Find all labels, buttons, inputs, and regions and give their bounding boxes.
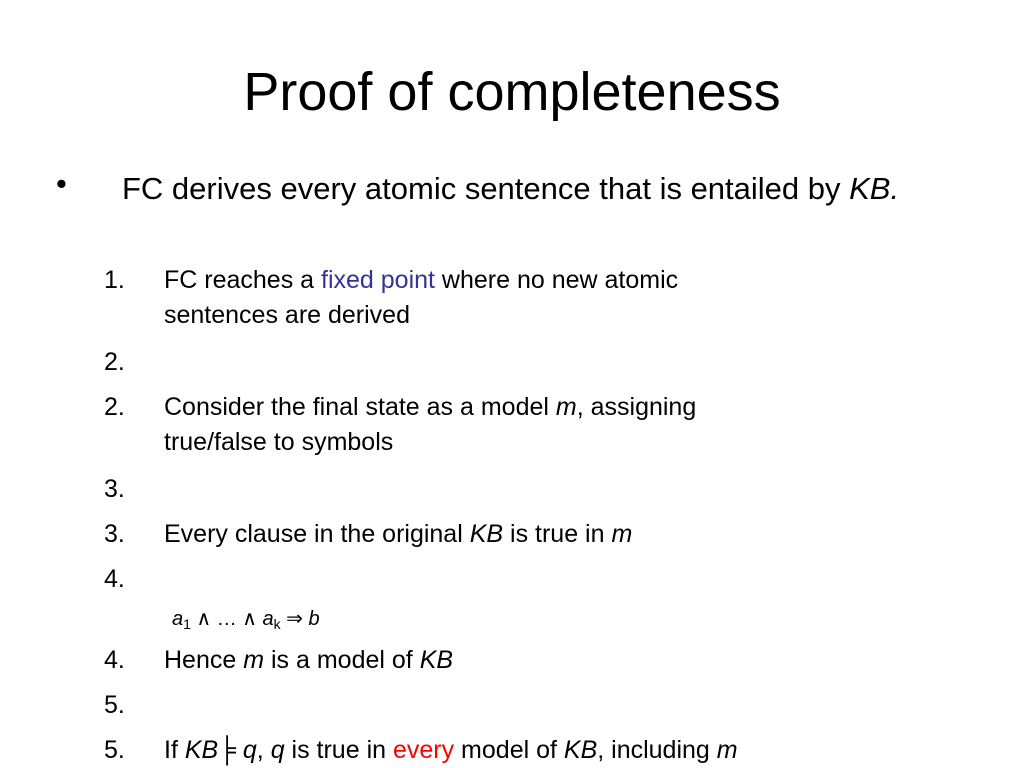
bullet-icon: • xyxy=(56,166,67,201)
text-fragment: is true in xyxy=(503,520,612,548)
formula-var: b xyxy=(308,608,320,630)
implies-symbol: ⇒ xyxy=(280,608,309,630)
query-q: q xyxy=(270,736,285,764)
list-number: 3. xyxy=(104,475,125,503)
list-number: 2. xyxy=(104,348,125,376)
text-fragment: , xyxy=(256,736,271,764)
kb-symbol: KB xyxy=(563,736,598,764)
list-text xyxy=(164,643,904,678)
slide-title: Proof of completeness xyxy=(243,62,781,122)
text-fragment: , including xyxy=(597,736,717,764)
text-fragment: model of xyxy=(454,736,564,764)
main-point-kb: KB. xyxy=(849,171,900,206)
formula-var: a xyxy=(262,608,274,630)
list-number: 4. xyxy=(104,646,125,674)
list-number: 1. xyxy=(104,266,125,294)
list-number: 4. xyxy=(104,565,125,593)
list-text xyxy=(164,517,904,552)
ellipsis: … xyxy=(216,608,243,630)
list-text xyxy=(164,390,904,460)
text-fragment: sentences are derived xyxy=(164,301,410,329)
text-fragment: where no new atomic xyxy=(434,266,679,294)
text-fragment: If xyxy=(164,736,185,764)
list-number: 3. xyxy=(104,520,125,548)
formula-subscript: k xyxy=(273,616,281,632)
fixed-point-highlight: fixed point xyxy=(321,266,435,294)
list-number: 2. xyxy=(104,393,125,421)
formula-var: a xyxy=(172,608,184,630)
list-number: 5. xyxy=(104,691,125,719)
model-m: m xyxy=(555,393,577,421)
formula-subscript: 1 xyxy=(183,616,191,632)
main-point-text: FC derives every atomic sentence that is entailed by xyxy=(122,171,850,206)
text-fragment: is true in xyxy=(284,736,393,764)
text-fragment: Every clause in the original xyxy=(164,520,470,548)
list-text xyxy=(164,733,904,768)
query-q: q xyxy=(242,736,257,764)
text-fragment: Hence xyxy=(164,646,244,674)
kb-symbol: KB xyxy=(184,736,219,764)
entails-symbol: ╞ xyxy=(218,736,243,764)
list-text xyxy=(164,263,904,333)
kb-symbol: KB xyxy=(419,646,454,674)
text-fragment: true/false to symbols xyxy=(164,428,394,456)
kb-symbol: KB xyxy=(469,520,504,548)
main-point xyxy=(122,168,902,209)
model-m: m xyxy=(611,520,633,548)
model-m: m xyxy=(243,646,265,674)
every-highlight: every xyxy=(392,736,455,764)
list-number: 5. xyxy=(104,736,125,764)
and-symbol: ∧ xyxy=(190,608,217,630)
and-symbol: ∧ xyxy=(242,608,263,630)
horn-clause-formula xyxy=(172,607,320,636)
text-fragment: , assigning xyxy=(576,393,697,421)
text-fragment: Consider the final state as a model xyxy=(164,393,556,421)
text-fragment: is a model of xyxy=(264,646,420,674)
model-m: m xyxy=(716,736,738,764)
text-fragment: FC reaches a xyxy=(164,266,322,294)
